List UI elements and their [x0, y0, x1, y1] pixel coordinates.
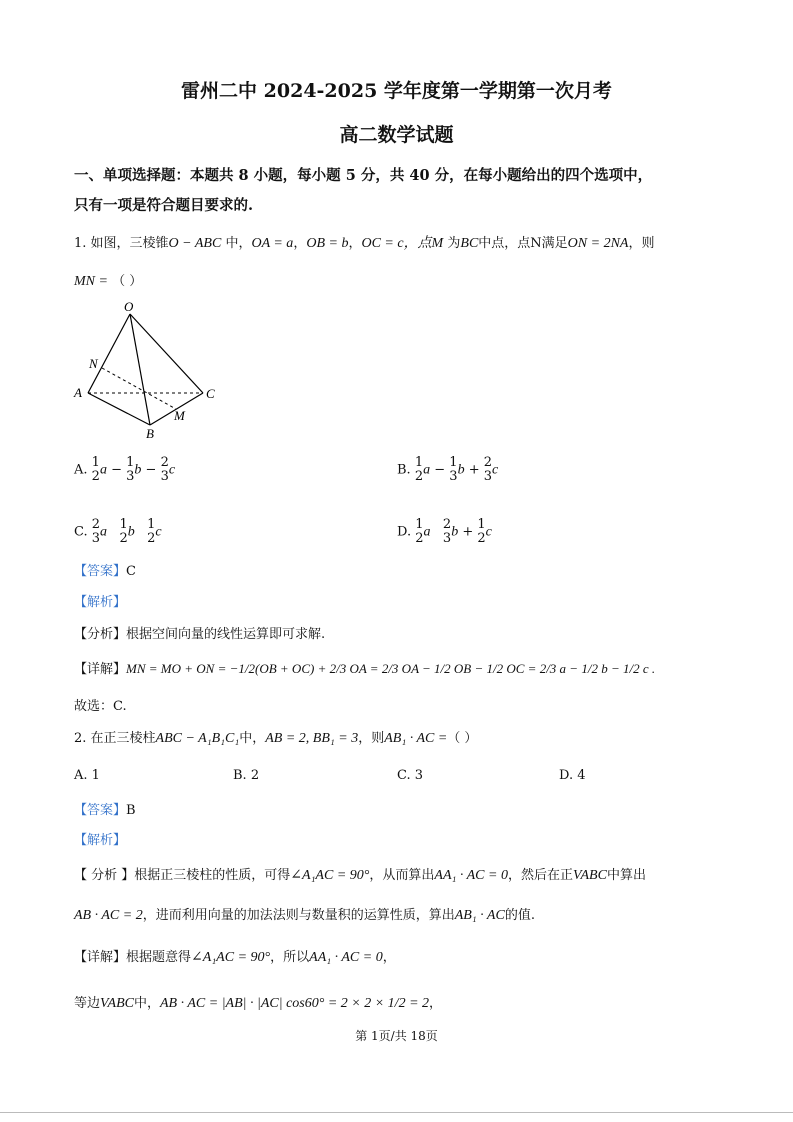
eq-text-a: 等边 — [74, 996, 101, 1011]
edge-AB — [88, 393, 150, 425]
section-heading-line2: 只有一项是符合题目要求的. — [74, 197, 254, 214]
fenxi-text-d: 中算出 — [606, 868, 646, 883]
q1-jiexi — [74, 591, 126, 610]
q2-stem-b: 中， — [239, 731, 266, 746]
label-O: O — [124, 299, 134, 314]
q1-on: ON = 2NA — [567, 236, 629, 251]
label-A: A — [74, 385, 82, 400]
q1-guxuan: 故选：C. — [74, 699, 127, 714]
q2-option-b: B. 2 — [233, 768, 260, 783]
q2-jiexi — [74, 829, 126, 848]
option-d-label: D. — [397, 524, 412, 540]
q1-option-c: C. 2 3 a 1 2 b 1 2 c — [74, 517, 162, 546]
q1-stem: 1. 如图，三棱锥O − ABC 中，OA = a，OB = b，OC = c，点M 为BC中点，点N满足ON = 2NA，则 — [74, 236, 655, 251]
q1-ob: OB = b — [306, 236, 349, 251]
q1-mid: 中， — [225, 236, 252, 251]
q2-option-d: D. 4 — [559, 768, 586, 783]
q2-number: 2. 在正三棱柱 — [74, 731, 156, 746]
label-M: M — [174, 408, 185, 423]
q1-oa: OA = a — [251, 236, 294, 251]
q1-answer — [74, 560, 136, 579]
eq-expr: AB · AC = |AB| · |AC| cos60° = 2 × 2 × 1/2 = 2 — [160, 996, 430, 1011]
q1-option-a: A. 1 2 a − 1 3 b − 2 3 c — [74, 455, 176, 484]
q2-answer — [74, 799, 136, 818]
tetrahedron-figure — [70, 298, 230, 443]
option-b-label: B. — [397, 462, 411, 478]
section-heading-line1: 一、单项选择题：本题共 8 小题，每小题 5 分，共 40 分，在每小题给出的四个选项中， — [74, 167, 653, 184]
q1-midpt: 中点，点N满足 — [478, 236, 568, 251]
q2-fenxi — [74, 864, 646, 884]
fenxi-tag: 【分析】 — [74, 627, 127, 642]
jiexi-tag: 【解析】 — [74, 595, 127, 610]
xiangjie-tag: 【详解】 — [74, 662, 127, 677]
q1-fenxi — [74, 623, 325, 642]
q2-expr: AB₁ · AC = — [384, 731, 448, 746]
exam-subtitle: 高二数学试题 — [339, 124, 454, 146]
q1-number: 1. 如图，三棱锥 — [74, 236, 169, 251]
eq-tri: VABC — [100, 996, 134, 1011]
answer-tag: 【答案】 — [74, 803, 127, 818]
page-bottom-divider — [0, 1112, 793, 1113]
q1-mn: MN = — [74, 274, 108, 289]
option-c-label: C. — [74, 524, 88, 540]
edge-OA — [88, 314, 130, 393]
q2-xiangjie — [74, 946, 396, 966]
q2-option-a: A. 1 — [74, 768, 100, 783]
q2-stem — [74, 727, 477, 747]
xiangjie-text: MN = MO + ON = −1/2(OB + OC) + 2/3 OA = 2/3 OA − 1/2 OB − 1/2 OC = 2/3 a − 1/2 b − 1/2 c . — [126, 661, 656, 676]
fenxi-text: 根据空间向量的线性运算即可求解. — [126, 627, 326, 642]
q1-option-b: B. 1 2 a − 1 3 b + 2 3 c — [397, 455, 499, 484]
xj-text-b: ，所以 — [270, 950, 310, 965]
q1-bc: BC — [460, 236, 479, 251]
page-footer: 第 1页/共 18页 — [355, 1029, 438, 1043]
label-C: C — [206, 386, 215, 401]
q1-option-d: D. 1 2 a 2 3 b + 1 2 c — [397, 517, 492, 546]
fenxi-tri: VABC — [572, 868, 607, 883]
jiexi-tag: 【解析】 — [74, 833, 127, 848]
q1-tetra: O − ABC — [168, 236, 222, 251]
q1-pointM: ，点M — [403, 236, 444, 251]
q1-then: ，则 — [628, 236, 655, 251]
edge-OB — [130, 314, 150, 425]
xj-dot: AA₁ · AC = 0 — [309, 950, 383, 965]
xj-text-c: ， — [382, 950, 396, 965]
fenxi-text-f: 的值. — [504, 908, 535, 923]
q1-xiangjie — [74, 658, 655, 677]
fenxi-dot0: AA₁ · AC = 0 — [434, 868, 508, 883]
fenxi-tag: 【 分析 】 — [74, 868, 135, 883]
q2-prism: ABC − A₁B₁C₁ — [155, 731, 240, 746]
fenxi-text-c: ，然后在正 — [507, 868, 573, 883]
q2-equilateral — [74, 992, 442, 1012]
answer-tag: 【答案】 — [74, 564, 127, 579]
xj-text-a: 根据题意得 — [126, 950, 192, 965]
answer-value: C — [126, 564, 136, 579]
fenxi-text-a: 根据正三棱柱的性质，可得 — [134, 868, 291, 883]
eq-text-b: 中， — [133, 996, 160, 1011]
fenxi-text-b: ，从而算出 — [369, 868, 435, 883]
exam-title: 雷州二中 2024-2025 学年度第一学期第一次月考 — [181, 80, 612, 102]
eq-text-c: ， — [429, 996, 443, 1011]
option-a-label: A. — [74, 462, 88, 478]
q2-fenxi-line2 — [74, 904, 535, 924]
q1-oc: OC = c — [361, 236, 404, 251]
answer-value: B — [126, 803, 136, 818]
fenxi-angle: ∠A₁AC = 90° — [290, 868, 370, 883]
q1-isMid: 为 — [447, 236, 461, 251]
xj-angle: ∠A₁AC = 90° — [191, 950, 271, 965]
q2-cond: AB = 2, BB₁ = 3 — [265, 731, 359, 746]
label-B: B — [146, 426, 154, 441]
q1-stem-line2 — [74, 270, 142, 290]
xiangjie-tag: 【详解】 — [74, 950, 127, 965]
segment-NM-hidden — [102, 368, 176, 409]
q2-option-c: C. 3 — [397, 768, 424, 783]
q2-stem-c: ，则 — [358, 731, 385, 746]
label-N: N — [89, 356, 98, 371]
fenxi-text-e: ，进而利用向量的加法法则与数量积的运算性质，算出 — [142, 908, 455, 923]
fenxi-dot3: AB₁ · AC — [454, 908, 505, 923]
q1-paren: （ ） — [112, 274, 143, 289]
edge-OC — [130, 314, 203, 393]
q2-paren: （ ） — [447, 731, 478, 746]
fenxi-dot2: AB · AC = 2 — [74, 908, 143, 923]
